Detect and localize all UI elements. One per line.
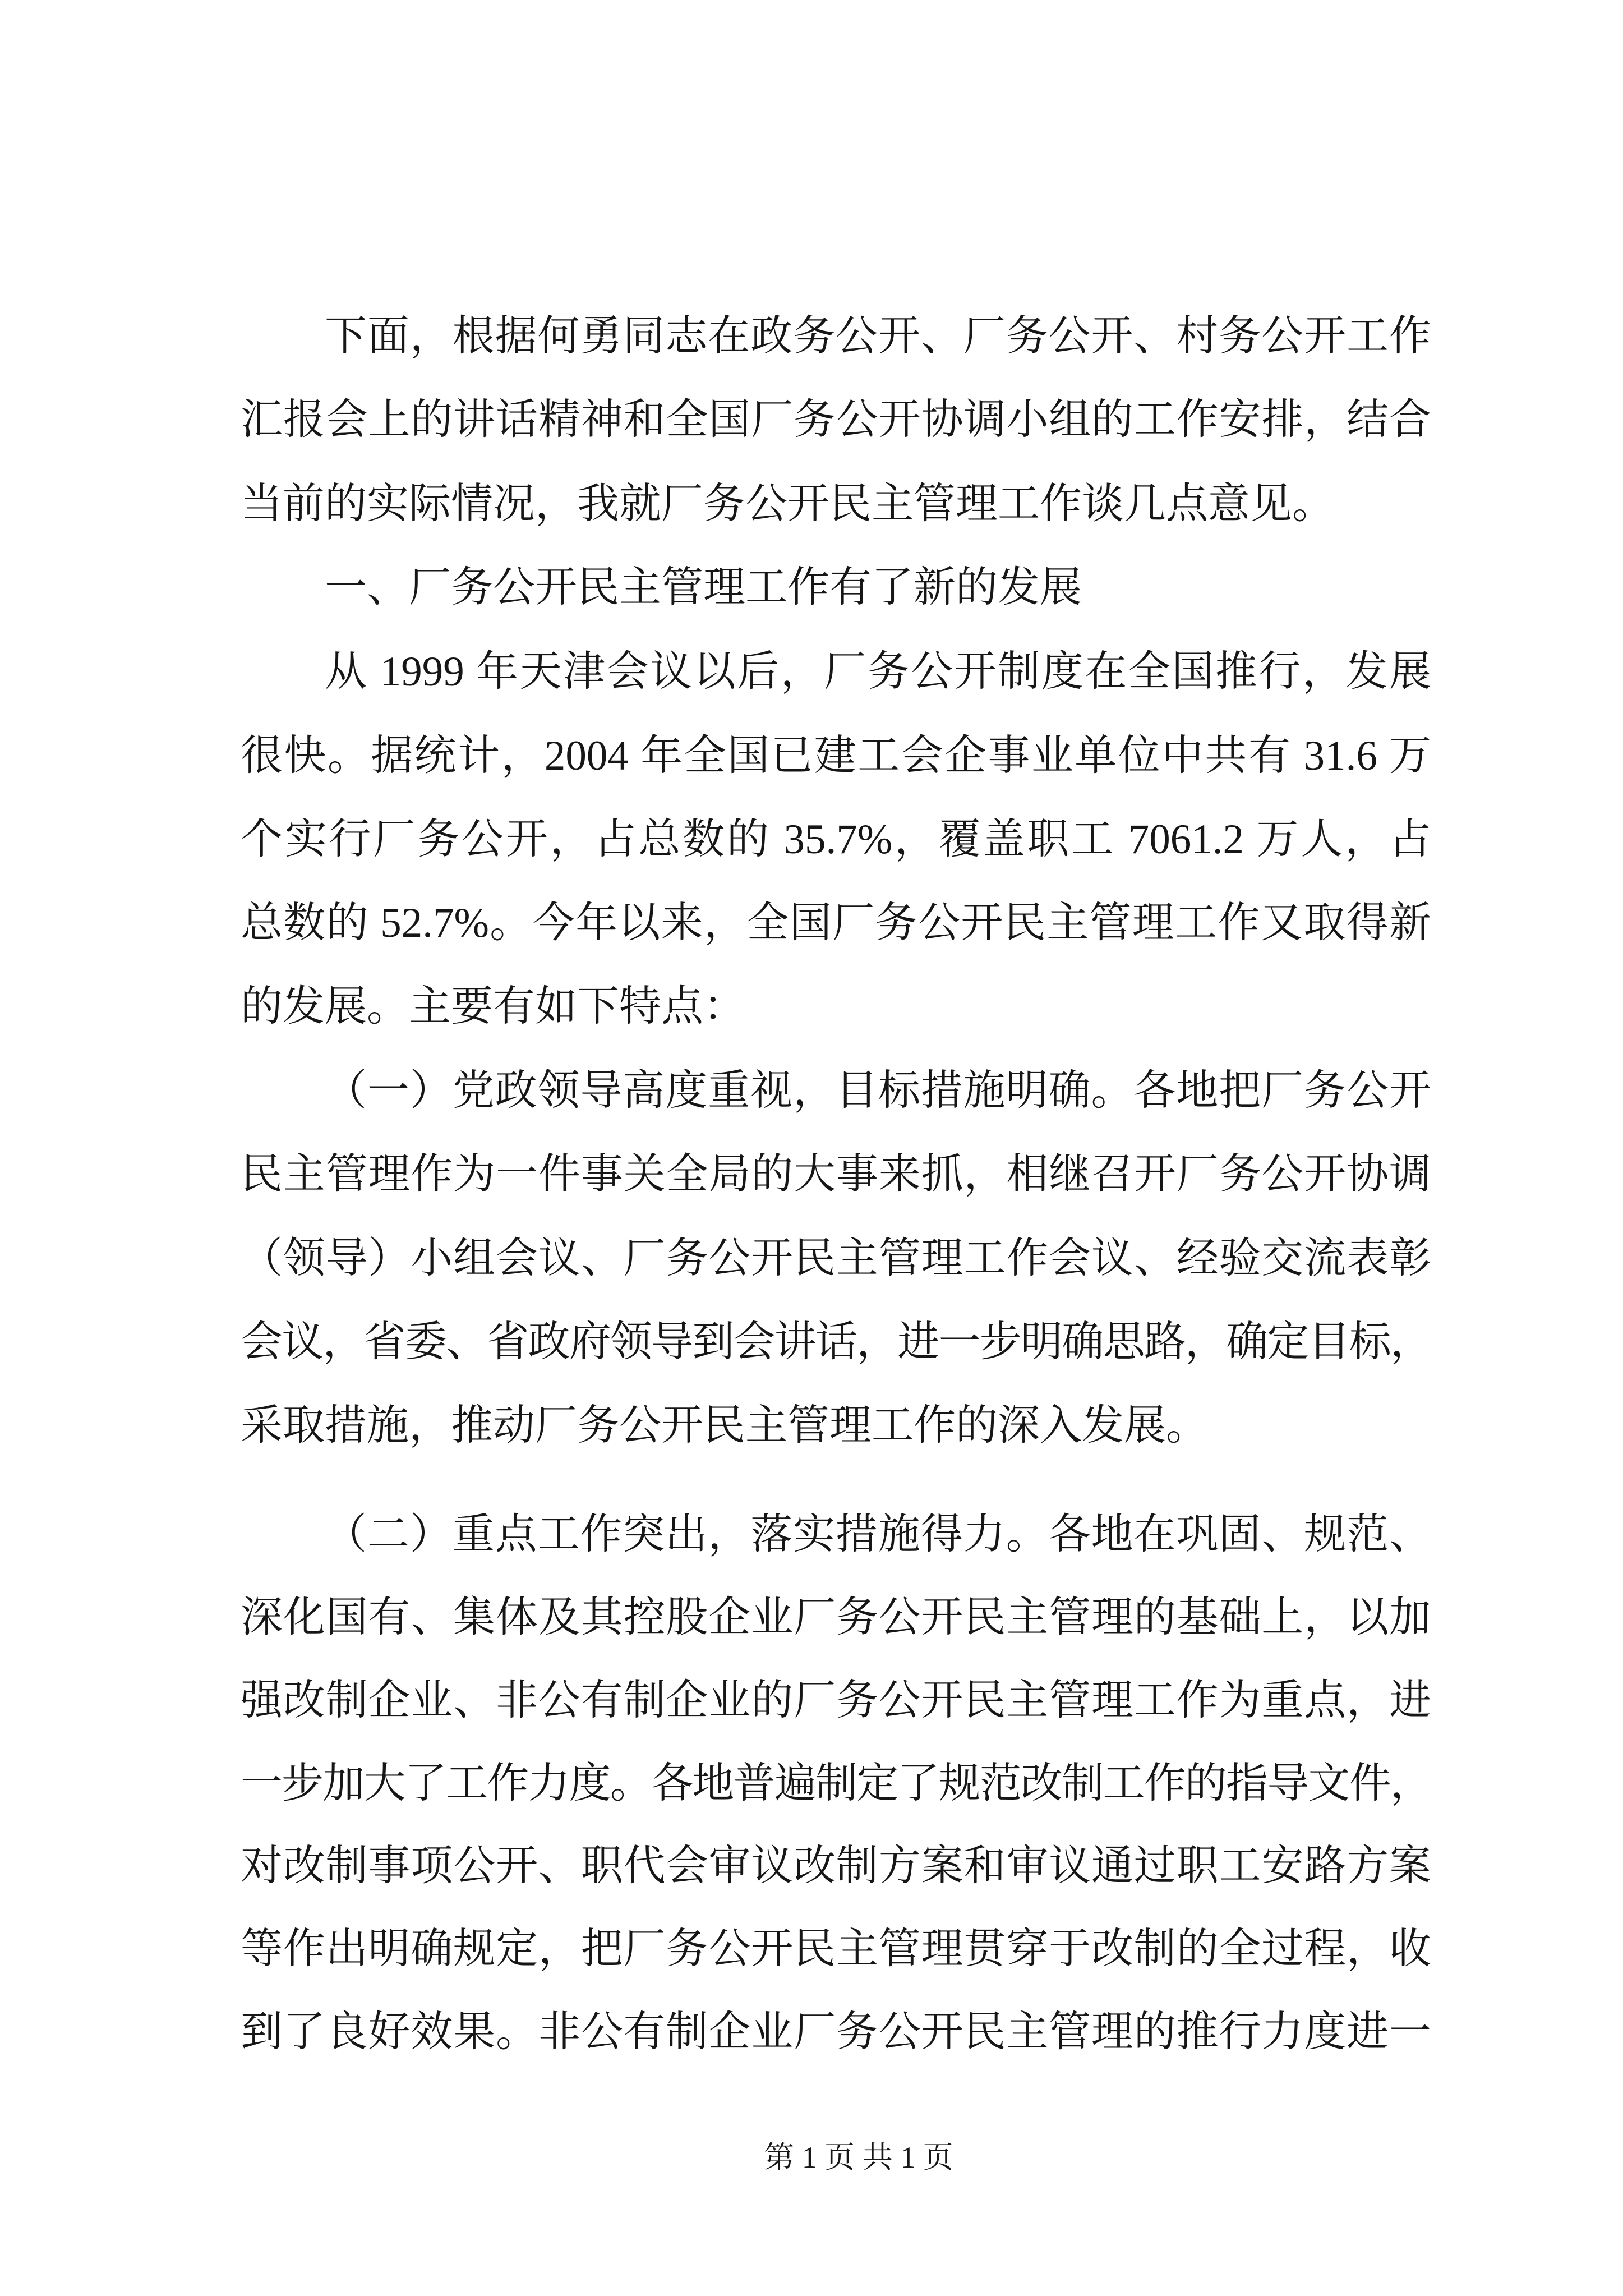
paragraph-line: 强改制企业、非公有制企业的厂务公开民主管理工作为重点，进 xyxy=(241,1677,1431,1724)
paragraph-line: 一步加大了工作力度。各地普遍制定了规范改制工作的指导文件， xyxy=(241,1760,1431,1807)
paragraph-line: 总数的 52.7%。今年以来，全国厂务公开民主管理工作又取得新 xyxy=(241,900,1431,946)
paragraph-line: 个实行厂务公开，占总数的 35.7%，覆盖职工 7061.2 万人，占 xyxy=(241,816,1431,863)
paragraph-line: 深化国有、集体及其控股企业厂务公开民主管理的基础上，以加 xyxy=(241,1594,1431,1641)
paragraph-line: （一）党政领导高度重视，目标措施明确。各地把厂务公开 xyxy=(325,1068,1431,1114)
paragraph-line: 汇报会上的讲话精神和全国厂务公开协调小组的工作安排，结合 xyxy=(241,397,1431,443)
paragraph-line: 到了良好效果。非公有制企业厂务公开民主管理的推行力度进一 xyxy=(241,2009,1431,2055)
page-number-footer: 第 1 页 共 1 页 xyxy=(764,2141,953,2174)
paragraph-line: 很快。据统计，2004 年全国已建工会企事业单位中共有 31.6 万 xyxy=(241,733,1431,779)
paragraph-line: 会议，省委、省政府领导到会讲话，进一步明确思路，确定目标， xyxy=(241,1319,1431,1365)
paragraph-line: 当前的实际情况，我就厂务公开民主管理工作谈几点意见。 xyxy=(241,481,1335,527)
paragraph-line: 等作出明确规定，把厂务公开民主管理贯穿于改制的全过程，收 xyxy=(241,1926,1431,1972)
paragraph-line: 民主管理作为一件事关全局的大事来抓，相继召开厂务公开协调 xyxy=(241,1151,1431,1198)
paragraph-line: 采取措施，推动厂务公开民主管理工作的深入发展。 xyxy=(241,1402,1209,1449)
paragraph-line: 的发展。主要有如下特点： xyxy=(241,983,746,1030)
paragraph-line: （二）重点工作突出，落实措施得力。各地在巩固、规范、 xyxy=(325,1511,1431,1558)
section-heading-text: 一、厂务公开民主管理工作有了新的发展 xyxy=(325,564,1082,611)
paragraph-line: 对改制事项公开、职代会审议改制方案和审议通过职工安路方案 xyxy=(241,1843,1431,1889)
paragraph-line: 从 1999 年天津会议以后，厂务公开制度在全国推行，发展 xyxy=(325,648,1431,695)
paragraph-line: 下面，根据何勇同志在政务公开、厂务公开、村务公开工作 xyxy=(325,313,1431,360)
paragraph-line: （领导）小组会议、厂务公开民主管理工作会议、经验交流表彰 xyxy=(241,1235,1431,1282)
